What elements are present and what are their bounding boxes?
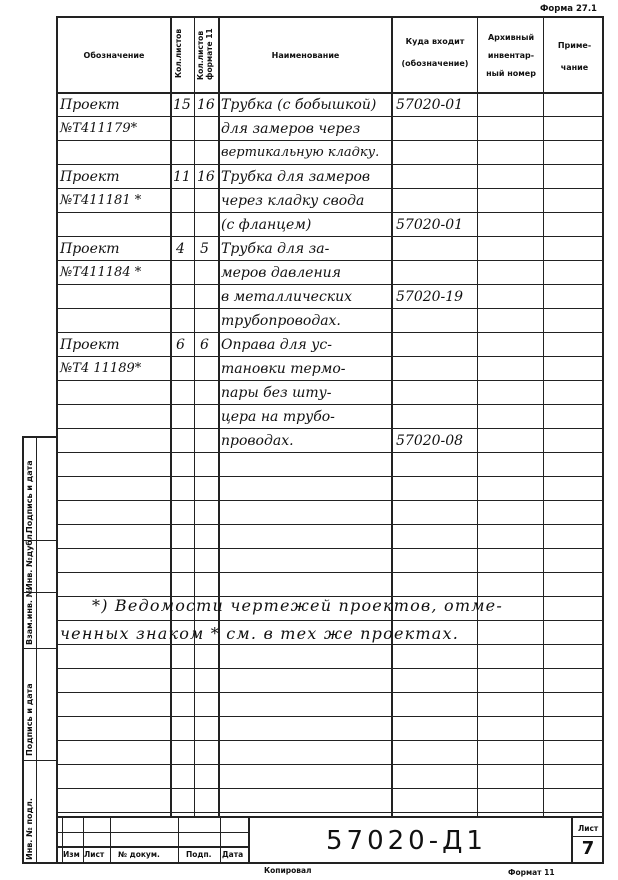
- row-line: [56, 812, 604, 813]
- row-line: [56, 140, 604, 141]
- header-bottom: [56, 92, 604, 94]
- footnote-line-2: ченных знаком * см. в тех же проектах.: [60, 624, 459, 643]
- row-designation: №Т4 11189*: [60, 361, 142, 376]
- header-archive-2: инвентар-: [487, 50, 535, 60]
- stamp-date: Дата: [222, 850, 244, 859]
- row-line: [56, 668, 604, 669]
- row-name: проводах.: [221, 433, 294, 449]
- row-line: [56, 332, 604, 333]
- col-divider: [391, 16, 393, 816]
- row-format: 5: [200, 241, 209, 257]
- row-format: 16: [197, 169, 215, 185]
- row-line: [56, 620, 604, 621]
- row-line: [56, 524, 604, 525]
- row-line: [56, 380, 604, 381]
- header-format-11: формате 11: [205, 28, 214, 80]
- row-name: Трубка для замеров: [221, 169, 371, 185]
- row-name: вертикальную кладку.: [221, 145, 380, 160]
- row-line: [56, 476, 604, 477]
- row-name: пары без шту-: [221, 385, 332, 401]
- row-line: [56, 116, 604, 117]
- header-archive-1: Архивный: [487, 32, 535, 42]
- row-name: Трубка (с бобышкой): [221, 97, 377, 113]
- doc-number: 57020-Д1: [326, 826, 487, 856]
- header-note-2: чание: [560, 62, 589, 72]
- copied-label: Копировал: [264, 866, 312, 875]
- row-name: для замеров через: [221, 121, 361, 137]
- col-divider: [543, 16, 544, 816]
- row-line: [56, 500, 604, 501]
- row-line: [56, 764, 604, 765]
- row-line: [56, 572, 604, 573]
- row-line: [56, 404, 604, 405]
- row-line: [56, 164, 604, 165]
- header-note-1: Приме-: [557, 40, 592, 50]
- row-line: [56, 260, 604, 261]
- row-designation: №Т411184 *: [60, 265, 142, 280]
- row-where: 57020-01: [396, 97, 464, 113]
- row-name: Трубка для за-: [221, 241, 330, 257]
- stamp-sheet-sep: [571, 836, 604, 837]
- stamp-col: [110, 816, 111, 864]
- row-sheets: 4: [176, 241, 185, 257]
- row-line: [56, 284, 604, 285]
- side-label-swap-inv: Взам.инв. №: [25, 587, 34, 645]
- row-line: [56, 188, 604, 189]
- header-sheet-count: Кол.листов: [174, 28, 183, 78]
- row-name: (с фланцем): [221, 217, 312, 233]
- stamp-izm: Изм: [63, 850, 80, 859]
- format-bottom: Формат 11: [508, 868, 555, 877]
- side-strip-sep: [22, 648, 58, 649]
- row-line: [56, 716, 604, 717]
- row-name: Оправа для ус-: [221, 337, 332, 353]
- row-where: 57020-19: [396, 289, 464, 305]
- row-sheets: 11: [173, 169, 191, 185]
- row-designation: Проект: [60, 97, 120, 113]
- row-line: [56, 692, 604, 693]
- header-format-prefix: Кол.листов: [196, 30, 205, 80]
- row-name: цера на трубо-: [221, 409, 335, 425]
- header-where-2: (обозначение): [401, 58, 469, 68]
- row-name: трубопроводах.: [221, 313, 341, 329]
- stamp-col: [248, 816, 250, 864]
- stamp-list: Лист: [84, 850, 105, 859]
- row-line: [56, 356, 604, 357]
- sheet-label: Лист: [578, 824, 599, 833]
- header-designation: Обозначение: [83, 50, 145, 60]
- side-label-dup-inv: Инв. №дубл.: [25, 531, 34, 590]
- side-label-orig-inv: Инв. № подл.: [25, 798, 34, 860]
- side-label-sign-date: Подпись и дата: [25, 460, 34, 533]
- row-line: [56, 236, 604, 237]
- row-sheets: 15: [173, 97, 191, 113]
- row-format: 16: [197, 97, 215, 113]
- row-designation: №Т411179*: [60, 121, 138, 136]
- stamp-top: [56, 816, 604, 818]
- row-line: [56, 644, 604, 645]
- stamp-col: [178, 816, 179, 864]
- side-strip-sep: [22, 760, 58, 761]
- footnote-line-1: *) Ведомости чертежей проектов, отме-: [92, 596, 503, 615]
- stamp-col: [220, 816, 221, 864]
- row-designation: Проект: [60, 337, 120, 353]
- header-archive-3: ный номер: [486, 68, 536, 78]
- header-name: Наименование: [271, 50, 340, 60]
- row-line: [56, 452, 604, 453]
- row-name: через кладку свода: [221, 193, 365, 209]
- col-divider: [170, 16, 172, 816]
- row-name: тановки термо-: [221, 361, 346, 377]
- row-format: 6: [200, 337, 209, 353]
- form-label: Форма 27.1: [540, 4, 597, 14]
- side-strip-divider: [36, 436, 37, 864]
- row-designation: Проект: [60, 241, 120, 257]
- row-line: [56, 428, 604, 429]
- col-divider: [218, 16, 220, 816]
- sheet-number: 7: [581, 838, 595, 859]
- row-where: 57020-08: [396, 433, 464, 449]
- row-line: [56, 212, 604, 213]
- row-line: [56, 548, 604, 549]
- row-designation: Проект: [60, 169, 120, 185]
- row-name: меров давления: [221, 265, 341, 281]
- col-divider: [194, 16, 195, 816]
- row-line: [56, 788, 604, 789]
- stamp-doc-no: № докум.: [118, 850, 160, 859]
- row-name: в металлических: [221, 289, 353, 305]
- row-designation: №Т411181 *: [60, 193, 142, 208]
- side-label-sign-date-2: Подпись и дата: [25, 683, 34, 756]
- row-sheets: 6: [176, 337, 185, 353]
- stamp-sign: Подп.: [186, 850, 212, 859]
- row-line: [56, 308, 604, 309]
- row-where: 57020-01: [396, 217, 464, 233]
- col-divider: [477, 16, 478, 816]
- row-line: [56, 740, 604, 741]
- header-where-1: Куда входит: [405, 36, 465, 46]
